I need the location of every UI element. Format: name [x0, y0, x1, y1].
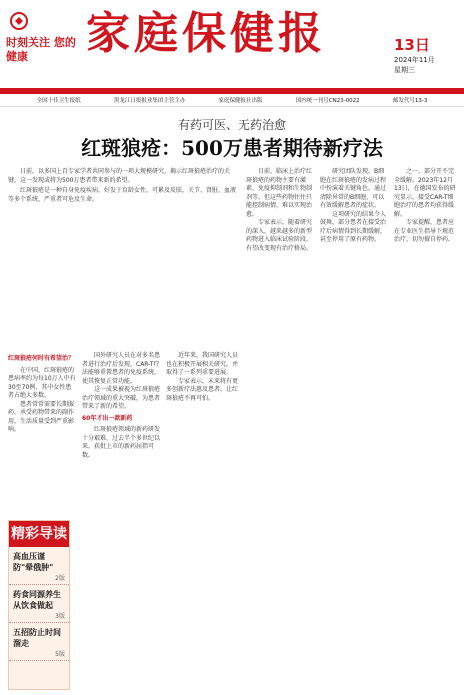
article-column-3: [246, 168, 314, 253]
issue-number: 13日: [394, 36, 430, 54]
highlight-page: 5版: [55, 651, 65, 658]
highlight-item[interactable]: [9, 623, 69, 661]
publication-info-bar: [0, 95, 464, 107]
info-item: 家庭保健报社出版: [218, 98, 263, 104]
article-column-1: [8, 352, 76, 435]
info-item: 邮发代号13-3: [392, 98, 428, 104]
article-column-5: [394, 168, 458, 245]
column-paragraph: 患者常常需要长期服药，承受药物带来的副作用，生活质量受到严重影响。: [8, 400, 75, 433]
article-column-2b: [166, 352, 240, 403]
info-item: 全国十佳卫生报纸: [36, 98, 81, 104]
lead-paragraph: 红斑狼疮是一种自身免疫疾病，好发于育龄女性，可累及皮肤、关节、肾脏、血液等多个系统，严重者可危及生命。: [8, 187, 237, 203]
highlight-title: 药食同源养生从饮食做起: [13, 590, 61, 610]
highlight-item[interactable]: [9, 585, 69, 623]
column-paragraph: 研究团队发现，B细胞在红斑狼疮的发病过程中扮演着关键角色。通过清除异常的B细胞，可以有效缓解患者的症状。: [320, 168, 387, 209]
article-column-2: [82, 352, 160, 460]
column-paragraph: 这一成果被视为红斑狼疮治疗领域的重大突破，为患者带来了新的希望。: [82, 386, 161, 410]
newspaper-title: 家庭保健报: [86, 8, 326, 59]
info-item: 黑龙江日报报业集团主管主办: [113, 98, 186, 104]
masthead-slogan: 时刻关注 您的健康: [6, 36, 76, 63]
newspaper-logo-icon: [10, 12, 28, 30]
column-paragraph: 之一，部分开不完全缓解。2023年12月13日，在德国发布的研究显示，接受CAR-T细胞治疗的患者均获得缓解。: [394, 168, 456, 218]
highlight-title: 高血压谨防"晕俄肿": [13, 552, 54, 572]
column-paragraph: 专家表示，随着研究的深入，越来越多的新型药物进入临床试验阶段，有望改变现有治疗格局。: [246, 219, 313, 252]
column-paragraph: 红斑狼疮领域的新药研发十分艰难，过去半个多世纪以来，获批上市的新药屈指可数。: [82, 426, 161, 459]
highlight-item[interactable]: [9, 547, 69, 585]
column-paragraph: 近年来，我国研究人员也在积极开展相关研究，并取得了一系列重要进展。: [166, 352, 239, 376]
article-lead: [8, 168, 240, 206]
section-heading: 红斑狼疮何时有希望治？: [8, 355, 75, 362]
masthead: [0, 0, 464, 92]
column-paragraph: 目前，临床上治疗红斑狼疮的药物主要有激素、免疫抑制剂和生物制剂等，但这些药物往往只能控制病情，难以实现治愈。: [246, 168, 313, 218]
issue-weekday: 星期三: [394, 66, 415, 74]
highlight-page: 3版: [55, 613, 65, 620]
lead-paragraph: 日前，以多国上百专家学者共同参与的一项大规模研究，揭示红斑狼疮治疗的关键，这一发现或将为500万患者带来新的希望。: [8, 168, 231, 184]
highlights-box: [8, 520, 70, 690]
highlight-title: 五招防止时间溜走: [13, 628, 61, 648]
info-item: 国内统一刊号CN23-0022: [295, 98, 360, 104]
headline-title: 红斑狼疮：500万患者期待新疗法: [81, 136, 383, 160]
issue-info: [394, 34, 464, 75]
headline-kicker: 有药可医、无药治愈: [177, 118, 286, 132]
issue-date: 2024年11月: [394, 56, 435, 64]
masthead-divider: [0, 88, 464, 94]
column-paragraph: 在中国，红斑狼疮的患病率约为每10万人中有30至70例，其中女性患者占绝大多数。: [8, 366, 76, 399]
highlight-page: 2版: [55, 575, 65, 582]
column-paragraph: 专家表示，未来将有更多创新疗法惠及患者，让红斑狼疮不再可怕。: [166, 377, 239, 402]
article-column-4: [320, 168, 388, 245]
column-paragraph: 这项研究的结果令人鼓舞，部分患者在接受治疗后病情得到长期缓解，甚至停用了原有药物。: [320, 210, 387, 243]
section-heading: 60年才出一款新药: [82, 414, 133, 422]
column-paragraph: 专家提醒，患者应在专业医生指导下规范治疗，切勿擅自停药。: [394, 219, 455, 243]
highlights-heading: 精彩导读: [9, 521, 69, 547]
column-paragraph: 国外研究人员在对多名患者进行治疗后发现，CAR-T疗法能够重置患者的免疫系统，使其恢复正常功能。: [82, 352, 161, 385]
